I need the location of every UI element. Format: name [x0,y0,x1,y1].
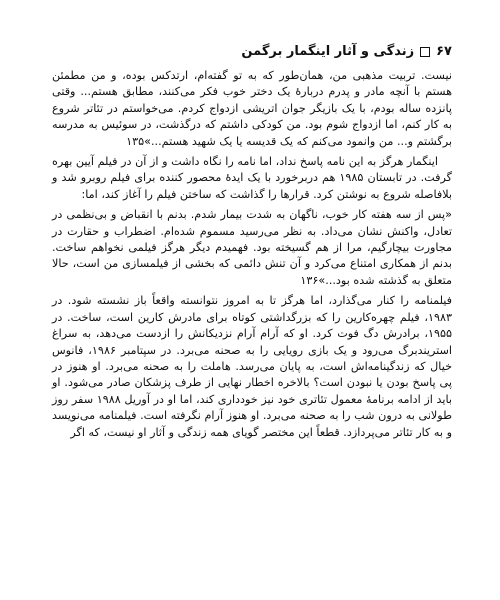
page-number: ۶۷ [436,44,452,59]
header-square-ornament [420,47,430,57]
paragraph-letter-quote-end: نیست. تربیت مذهبی من، همان‌طور که به تو گفته‌ام، ارتدکس بوده، و من مطمئن هستم با آنچه مادر و پدرم دربارهٔ یک دختر خوب فکر می‌کنند، مطابق هستم... وقتی پانزده ساله بودم، با یک بازیگر جوان اتریشی ازدواج کردم. می‌خواستم در تئاتر شروع به کار کنم، اما ازدواج شوم بود. من کودکی داشتم که درگذشت، در سوئیس به مدرسه برگشتم و... من وانمود می‌کنم که یک قدیسه یا یک شهید هستم...»۱۳۵ [52,69,452,148]
paragraph-later-works: فیلمنامه را کنار می‌گذارد، اما هرگز تا به امروز نتوانسته واقعاً باز نشسته شود. در ۱۹۸۳، فیلم چهره‌کارین را که بزرگداشتی کوتاه برای مادرش کارین است، ساخت. در ۱۹۵۵، برادرش دگ فوت کرد. او که آرام آرام نزدیکانش را ازدست می‌دهد، به سراغ استریندبرگ می‌رود و یک بازی رویایی را به صحنه می‌برد. در سپتامبر ۱۹۸۶، فانوس خیال که زندگینامه‌اش است، به پایان می‌رسد. هاملت را به صحنه می‌برد. او هنوز در پی پاسخ بودن یا نبودن است؟ بالاخره اخطار نهایی از طرف پزشکان صادر می‌شود. او باید از ادامه برنامهٔ معمول تئاتری خود نیز خودداری کند، اما او در آوریل ۱۹۸۸ سفر روز طولانی به درون شب را به صحنه می‌برد. او هنوز آرام نگرفته است. فیلمنامه می‌نویسد و به کار تئاتر می‌پردازد. قطعاً این مختصر گویای همه زندگی و آثار او نیست، که اگر [52,294,453,439]
running-title: زندگی و آثار اینگمار برگمن [241,44,415,59]
paragraph-illness-quote: «پس از سه هفته کار خوب، ناگهان به شدت بیمار شدم. بدنم با انقباض و بی‌نظمی در تعادل، واکنش نشان می‌داد. به نظر می‌رسید مسموم شده‌ام. اضطراب و حقارت در مجاورت بیچارگیم، مرا از هم گسیخته بود. فهمیدم دیگر هرگز فیلمی نخواهم ساخت. بدنم از همکاری امتناع می‌کرد و آن تنش دائمی که بخشی از فیلمسازی من است، حالا متعلق به گذشته شده بود...»۱۳۶ [52,208,452,287]
page-header [52,44,452,59]
paragraph-ingmar-reply: اینگمار هرگز به این نامه پاسخ نداد، اما نامه را نگاه داشت و از آن در فیلم آیین بهره گرفت. در تابستان ۱۹۸۵ هم دربرخورد با یک ایدهٔ محصور کننده برای فیلم روبرو شد و بلافاصله شروع به نوشتن کرد. قرارها را گذاشت که ساختن فیلم را آغاز کند، اما: [52,155,452,201]
page-body [52,68,452,441]
